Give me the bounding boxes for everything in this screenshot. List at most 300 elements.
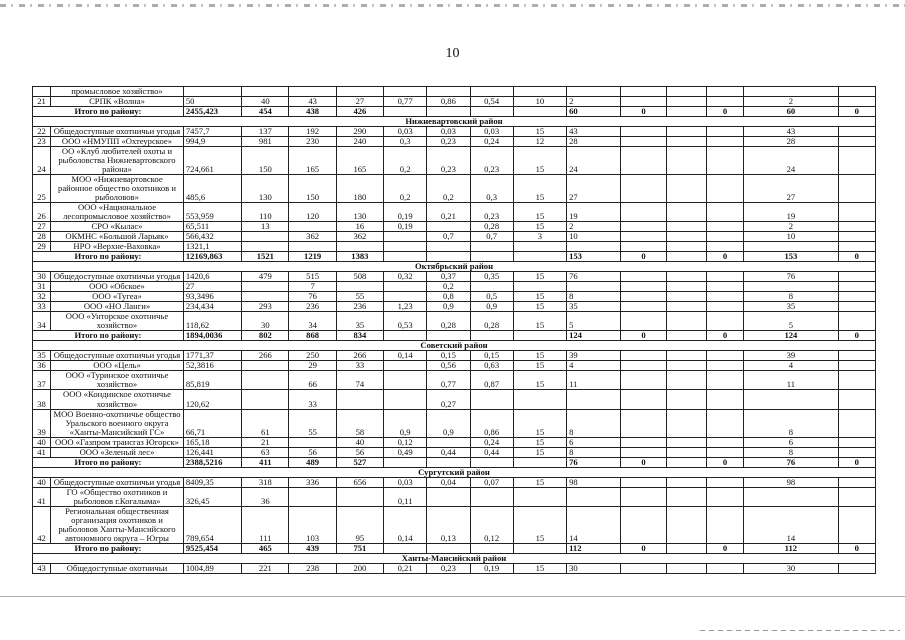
value-cell [384, 361, 427, 371]
organization-name: ГО «Общество охотников и рыболовов г.Когалыма» [51, 487, 184, 506]
table-row [33, 87, 876, 97]
value-cell: 0,5 [470, 292, 513, 302]
value-cell: 12 [513, 137, 566, 147]
value-cell [666, 371, 706, 390]
value-cell: 1004,89 [183, 563, 241, 573]
value-cell [621, 282, 666, 292]
value-cell: 994,9 [183, 137, 241, 147]
value-cell [427, 487, 470, 506]
value-cell: 43 [289, 97, 336, 107]
value-cell [666, 563, 706, 573]
row-number: 25 [33, 175, 51, 203]
value-cell [336, 390, 383, 409]
value-cell [838, 147, 875, 175]
value-cell: 16 [336, 222, 383, 232]
value-cell [666, 272, 706, 282]
value-cell [666, 302, 706, 312]
value-cell [621, 351, 666, 361]
value-cell [838, 292, 875, 302]
value-cell [838, 302, 875, 312]
value-cell: 15 [513, 127, 566, 137]
value-cell [666, 137, 706, 147]
value-cell [513, 242, 566, 252]
value-cell: 789,654 [183, 506, 241, 543]
row-number: 29 [33, 242, 51, 252]
value-cell: 93,3496 [183, 292, 241, 302]
value-cell [838, 409, 875, 437]
value-cell [706, 282, 743, 292]
value-cell: 19 [744, 203, 839, 222]
value-cell: 61 [242, 409, 289, 437]
value-cell [384, 87, 427, 97]
value-cell [706, 232, 743, 242]
value-cell: 118,62 [183, 312, 241, 331]
value-cell: 4 [744, 361, 839, 371]
row-number: 34 [33, 312, 51, 331]
value-cell: 362 [289, 232, 336, 242]
row-number: 40 [33, 477, 51, 487]
table-row [33, 242, 876, 252]
value-cell: 438 [289, 107, 336, 117]
value-cell [621, 409, 666, 437]
value-cell [242, 242, 289, 252]
value-cell: 0,77 [384, 97, 427, 107]
value-cell [513, 331, 566, 341]
value-cell: 234,434 [183, 302, 241, 312]
value-cell: 35 [336, 312, 383, 331]
value-cell [838, 351, 875, 361]
value-cell: 0,87 [470, 371, 513, 390]
value-cell [513, 457, 566, 467]
value-cell: 0 [706, 252, 743, 262]
value-cell: 479 [242, 272, 289, 282]
value-cell: 362 [336, 232, 383, 242]
value-cell: 55 [289, 409, 336, 437]
value-cell [621, 97, 666, 107]
value-cell: 15 [513, 312, 566, 331]
organization-name: СРО «Кылас» [51, 222, 184, 232]
value-cell [706, 127, 743, 137]
value-cell [744, 87, 839, 97]
value-cell [621, 137, 666, 147]
value-cell [621, 232, 666, 242]
row-number: 33 [33, 302, 51, 312]
value-cell: 56 [336, 447, 383, 457]
row-number: 26 [33, 203, 51, 222]
organization-name: ООО «Цель» [51, 361, 184, 371]
value-cell: 1521 [242, 252, 289, 262]
value-cell: 30 [567, 563, 621, 573]
value-cell [384, 390, 427, 409]
value-cell [621, 147, 666, 175]
value-cell: 0,32 [384, 272, 427, 282]
value-cell: 165,18 [183, 437, 241, 447]
organization-name: Общедоступные охотничьи угодья [51, 477, 184, 487]
value-cell: 28 [744, 137, 839, 147]
value-cell: 0,15 [470, 351, 513, 361]
value-cell [744, 487, 839, 506]
value-cell [384, 107, 427, 117]
value-cell: 7457,7 [183, 127, 241, 137]
value-cell [838, 175, 875, 203]
value-cell: 39 [567, 351, 621, 361]
value-cell: 0,86 [427, 97, 470, 107]
value-cell [706, 147, 743, 175]
value-cell [838, 97, 875, 107]
value-cell: 426 [336, 107, 383, 117]
value-cell [513, 87, 566, 97]
value-cell [427, 543, 470, 553]
value-cell: 15 [513, 147, 566, 175]
organization-name: ООО «Унторское охотничье хозяйство» [51, 312, 184, 331]
value-cell: 0,28 [470, 312, 513, 331]
value-cell: 66 [289, 371, 336, 390]
value-cell [336, 282, 383, 292]
value-cell: 60 [567, 107, 621, 117]
value-cell: 200 [336, 563, 383, 573]
value-cell: 834 [336, 331, 383, 341]
value-cell [384, 242, 427, 252]
value-cell: 0,9 [384, 409, 427, 437]
value-cell: 0,12 [470, 506, 513, 543]
table-row [33, 175, 876, 203]
value-cell [706, 563, 743, 573]
row-number: 31 [33, 282, 51, 292]
value-cell: 454 [242, 107, 289, 117]
value-cell: 33 [336, 361, 383, 371]
value-cell [427, 437, 470, 447]
value-cell: 240 [336, 137, 383, 147]
table-row [33, 506, 876, 543]
value-cell: 120,62 [183, 390, 241, 409]
value-cell: 27 [567, 175, 621, 203]
row-number: 23 [33, 137, 51, 147]
value-cell: 1771,37 [183, 351, 241, 361]
value-cell: 165 [289, 147, 336, 175]
value-cell: 66,71 [183, 409, 241, 437]
value-cell [336, 87, 383, 97]
value-cell [744, 390, 839, 409]
organization-name: МОО «Нижневартовское районное общество охотников и рыболовов» [51, 175, 184, 203]
value-cell: 40 [336, 437, 383, 447]
value-cell [621, 477, 666, 487]
organization-name: Общедоступные охотничьи угодья [51, 351, 184, 361]
value-cell: 58 [336, 409, 383, 437]
value-cell: 0,2 [427, 175, 470, 203]
total-label: Итого по району: [33, 107, 184, 117]
district-total-row [33, 543, 876, 553]
value-cell [666, 331, 706, 341]
value-cell [183, 87, 241, 97]
value-cell: 656 [336, 477, 383, 487]
value-cell: 24 [744, 147, 839, 175]
table-row [33, 351, 876, 361]
value-cell [513, 107, 566, 117]
value-cell [706, 272, 743, 282]
value-cell: 15 [513, 302, 566, 312]
value-cell [621, 302, 666, 312]
value-cell [336, 487, 383, 506]
value-cell: 56 [289, 447, 336, 457]
value-cell [666, 107, 706, 117]
value-cell: 981 [242, 137, 289, 147]
value-cell: 326,45 [183, 487, 241, 506]
value-cell: 8 [567, 292, 621, 302]
value-cell: 2 [744, 97, 839, 107]
value-cell: 4 [567, 361, 621, 371]
value-cell: 1420,6 [183, 272, 241, 282]
value-cell: 236 [336, 302, 383, 312]
value-cell [513, 390, 566, 409]
value-cell: 238 [289, 563, 336, 573]
value-cell [838, 437, 875, 447]
value-cell: 11 [744, 371, 839, 390]
value-cell: 15 [513, 203, 566, 222]
value-cell: 24 [567, 147, 621, 175]
value-cell: 250 [289, 351, 336, 361]
value-cell [289, 487, 336, 506]
value-cell: 126,441 [183, 447, 241, 457]
value-cell [242, 282, 289, 292]
value-cell: 527 [336, 457, 383, 467]
value-cell [427, 87, 470, 97]
value-cell [567, 390, 621, 409]
value-cell: 137 [242, 127, 289, 137]
scan-bottom-dash [700, 630, 900, 631]
table-row [33, 127, 876, 137]
value-cell [666, 203, 706, 222]
value-cell: 30 [744, 563, 839, 573]
value-cell: 15 [513, 371, 566, 390]
value-cell [621, 487, 666, 506]
value-cell: 21 [242, 437, 289, 447]
value-cell: 98 [744, 477, 839, 487]
value-cell [666, 543, 706, 553]
value-cell [513, 543, 566, 553]
value-cell: 0,14 [384, 351, 427, 361]
table-row [33, 292, 876, 302]
value-cell [289, 87, 336, 97]
value-cell [336, 242, 383, 252]
value-cell [838, 390, 875, 409]
value-cell: 0,13 [427, 506, 470, 543]
value-cell [706, 487, 743, 506]
value-cell [706, 361, 743, 371]
row-number: 24 [33, 147, 51, 175]
value-cell [470, 457, 513, 467]
value-cell: 0,12 [384, 437, 427, 447]
value-cell [621, 87, 666, 97]
value-cell [666, 390, 706, 409]
value-cell [706, 506, 743, 543]
value-cell: 0 [706, 543, 743, 553]
value-cell [384, 292, 427, 302]
value-cell: 110 [242, 203, 289, 222]
value-cell [384, 252, 427, 262]
value-cell [621, 203, 666, 222]
value-cell: 318 [242, 477, 289, 487]
value-cell [666, 242, 706, 252]
value-cell: 0,23 [427, 137, 470, 147]
value-cell: 0,49 [384, 447, 427, 457]
value-cell: 508 [336, 272, 383, 282]
value-cell [838, 87, 875, 97]
value-cell: 13 [242, 222, 289, 232]
value-cell: 39 [744, 351, 839, 361]
value-cell: 293 [242, 302, 289, 312]
value-cell: 150 [289, 175, 336, 203]
value-cell [242, 292, 289, 302]
value-cell [666, 457, 706, 467]
value-cell [838, 477, 875, 487]
value-cell: 0,03 [427, 127, 470, 137]
value-cell [289, 437, 336, 447]
value-cell: 14 [567, 506, 621, 543]
value-cell [838, 371, 875, 390]
value-cell [838, 203, 875, 222]
value-cell: 0,04 [427, 477, 470, 487]
value-cell: 11 [567, 371, 621, 390]
value-cell [838, 447, 875, 457]
value-cell: 336 [289, 477, 336, 487]
value-cell: 33 [289, 390, 336, 409]
value-cell [384, 543, 427, 553]
value-cell: 566,432 [183, 232, 241, 242]
value-cell: 76 [567, 272, 621, 282]
table-row [33, 390, 876, 409]
table-row [33, 137, 876, 147]
value-cell [513, 487, 566, 506]
value-cell [706, 242, 743, 252]
value-cell [621, 272, 666, 282]
value-cell: 8 [744, 409, 839, 437]
value-cell: 76 [744, 457, 839, 467]
value-cell: 3 [513, 232, 566, 242]
value-cell: 55 [336, 292, 383, 302]
value-cell: 0,27 [427, 390, 470, 409]
value-cell [706, 175, 743, 203]
value-cell [666, 252, 706, 262]
value-cell [621, 222, 666, 232]
value-cell [621, 361, 666, 371]
value-cell: 0,44 [427, 447, 470, 457]
value-cell: 43 [567, 127, 621, 137]
value-cell [621, 563, 666, 573]
total-label: Итого по району: [33, 543, 184, 553]
value-cell: 76 [567, 457, 621, 467]
value-cell: 0,19 [384, 203, 427, 222]
value-cell: 0,19 [384, 222, 427, 232]
value-cell: 724,661 [183, 147, 241, 175]
value-cell [621, 242, 666, 252]
organization-name: ООО «Зеленый лес» [51, 447, 184, 457]
value-cell [706, 437, 743, 447]
value-cell: 1,23 [384, 302, 427, 312]
value-cell: 0 [621, 331, 666, 341]
table-row [33, 302, 876, 312]
value-cell: 15 [513, 447, 566, 457]
value-cell [666, 282, 706, 292]
value-cell: 2 [567, 222, 621, 232]
value-cell: 465 [242, 543, 289, 553]
value-cell: 8 [744, 447, 839, 457]
value-cell: 8 [567, 409, 621, 437]
value-cell: 0,07 [470, 477, 513, 487]
value-cell [384, 457, 427, 467]
row-number: 30 [33, 272, 51, 282]
district-name: Нижневартовский район [33, 117, 876, 127]
value-cell [289, 242, 336, 252]
hunting-quota-table [32, 86, 876, 574]
total-label: Итого по району: [33, 457, 184, 467]
value-cell [706, 312, 743, 331]
row-number: 39 [33, 409, 51, 437]
value-cell [666, 87, 706, 97]
value-cell [427, 107, 470, 117]
value-cell: 124 [744, 331, 839, 341]
value-cell: 34 [289, 312, 336, 331]
value-cell [470, 87, 513, 97]
table-row [33, 409, 876, 437]
value-cell [666, 351, 706, 361]
value-cell: 515 [289, 272, 336, 282]
value-cell: 5 [567, 312, 621, 331]
value-cell: 0,23 [470, 147, 513, 175]
value-cell: 0 [621, 457, 666, 467]
value-cell [384, 371, 427, 390]
value-cell: 0 [838, 331, 875, 341]
district-header-row [33, 553, 876, 563]
value-cell: 0,3 [384, 137, 427, 147]
value-cell: 0,86 [470, 409, 513, 437]
table-row [33, 437, 876, 447]
value-cell: 0,7 [427, 232, 470, 242]
table-row [33, 147, 876, 175]
value-cell [666, 361, 706, 371]
value-cell: 0,53 [384, 312, 427, 331]
value-cell: 439 [289, 543, 336, 553]
value-cell: 15 [513, 351, 566, 361]
district-total-row [33, 457, 876, 467]
value-cell [706, 87, 743, 97]
value-cell: 0,3 [470, 175, 513, 203]
value-cell: 0,24 [470, 437, 513, 447]
value-cell [706, 351, 743, 361]
value-cell: 0,2 [384, 147, 427, 175]
value-cell: 43 [744, 127, 839, 137]
value-cell [470, 107, 513, 117]
value-cell: 802 [242, 331, 289, 341]
value-cell [706, 409, 743, 437]
organization-name: ООО «Обское» [51, 282, 184, 292]
value-cell [470, 331, 513, 341]
value-cell: 0 [706, 457, 743, 467]
value-cell: 65,511 [183, 222, 241, 232]
value-cell: 98 [567, 477, 621, 487]
value-cell [289, 222, 336, 232]
value-cell [427, 252, 470, 262]
district-name: Советский район [33, 341, 876, 351]
value-cell: 40 [242, 97, 289, 107]
value-cell [621, 447, 666, 457]
value-cell [470, 390, 513, 409]
organization-name: НРО «Верхне-Ваховка» [51, 242, 184, 252]
value-cell [567, 282, 621, 292]
value-cell: 74 [336, 371, 383, 390]
value-cell [384, 232, 427, 242]
value-cell: 0,21 [427, 203, 470, 222]
value-cell [744, 282, 839, 292]
